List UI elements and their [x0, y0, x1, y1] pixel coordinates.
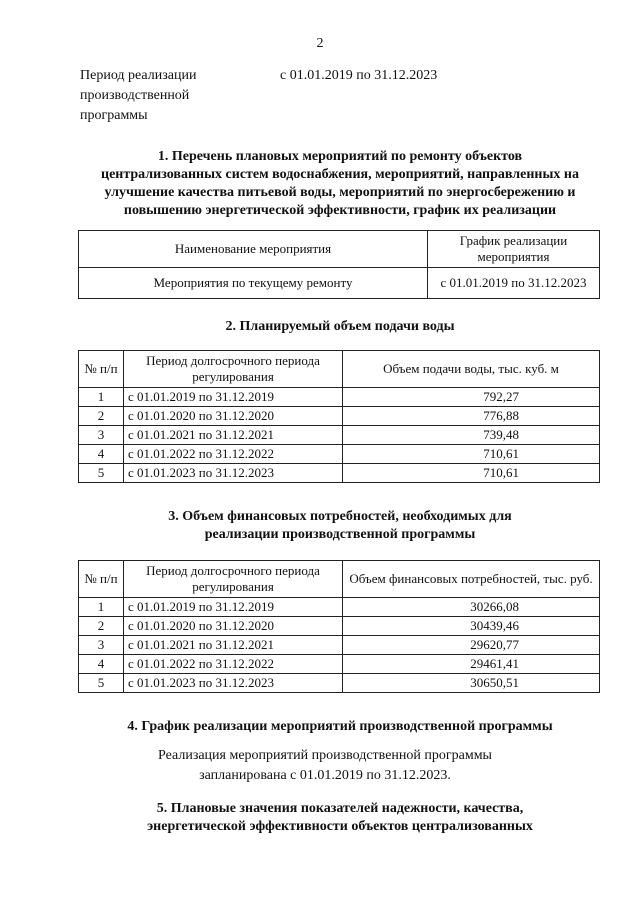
table-row [79, 268, 600, 299]
period-label: Период реализации производственной программы [80, 68, 197, 123]
header-cell: Наименование мероприятия [79, 231, 428, 268]
table-row: 5 с 01.01.2023 по 31.12.2023 30650,51 [79, 674, 600, 693]
table-row: 1 с 01.01.2019 по 31.12.2019 792,27 [79, 388, 600, 407]
table-row: 3 с 01.01.2021 по 31.12.2021 29620,77 [79, 636, 600, 655]
section2-title: 2. Планируемый объем подачи воды [225, 319, 455, 334]
table-row: 1 с 01.01.2019 по 31.12.2019 30266,08 [79, 598, 600, 617]
section4-title: 4. График реализации мероприятий производственной программы [127, 719, 553, 734]
table-cell: с 01.01.2019 по 31.12.2023 [428, 268, 600, 299]
water-volume-table [78, 350, 600, 483]
section3-title: 3. Объем финансовых потребностей, необходимых для реализации производственной программы [168, 509, 512, 542]
table-header-row [79, 561, 600, 598]
page-number: 2 [316, 36, 324, 51]
table-header-row [79, 231, 600, 268]
financial-needs-table [78, 560, 600, 693]
header-cell: № п/п [79, 351, 124, 388]
table-row: 3 с 01.01.2021 по 31.12.2021 739,48 [79, 426, 600, 445]
header-cell: № п/п [79, 561, 124, 598]
section1-title: 1. Перечень плановых мероприятий по ремонту объектов централизованных систем водоснабжения, мероприятий, направленных на улучшение качества питьевой воды, мероприятий по энергосбережению и повышению энергетической эффективности, график их реализации [101, 149, 579, 218]
section4-text: Реализация мероприятий производственной программы запланирована с 01.01.2019 по 31.12.2023. [158, 748, 492, 783]
table-row: 4 с 01.01.2022 по 31.12.2022 710,61 [79, 445, 600, 464]
table-cell: Мероприятия по текущему ремонту [79, 268, 428, 299]
table-row: 2 с 01.01.2020 по 31.12.2020 30439,46 [79, 617, 600, 636]
header-cell: Объем подачи воды, тыс. куб. м [343, 351, 600, 388]
header-cell: Период долгосрочного периода регулирования [124, 351, 343, 388]
period-value: с 01.01.2019 по 31.12.2023 [280, 68, 438, 83]
table-header-row [79, 351, 600, 388]
measures-table [78, 230, 600, 299]
section5-title: 5. Плановые значения показателей надежности, качества, энергетической эффективности объектов централизованных [147, 801, 533, 834]
header-cell: Объем финансовых потребностей, тыс. руб. [343, 561, 600, 598]
table-row: 5 с 01.01.2023 по 31.12.2023 710,61 [79, 464, 600, 483]
header-cell: График реализации мероприятия [428, 231, 600, 268]
table-row: 4 с 01.01.2022 по 31.12.2022 29461,41 [79, 655, 600, 674]
table-row: 2 с 01.01.2020 по 31.12.2020 776,88 [79, 407, 600, 426]
header-cell: Период долгосрочного периода регулирования [124, 561, 343, 598]
